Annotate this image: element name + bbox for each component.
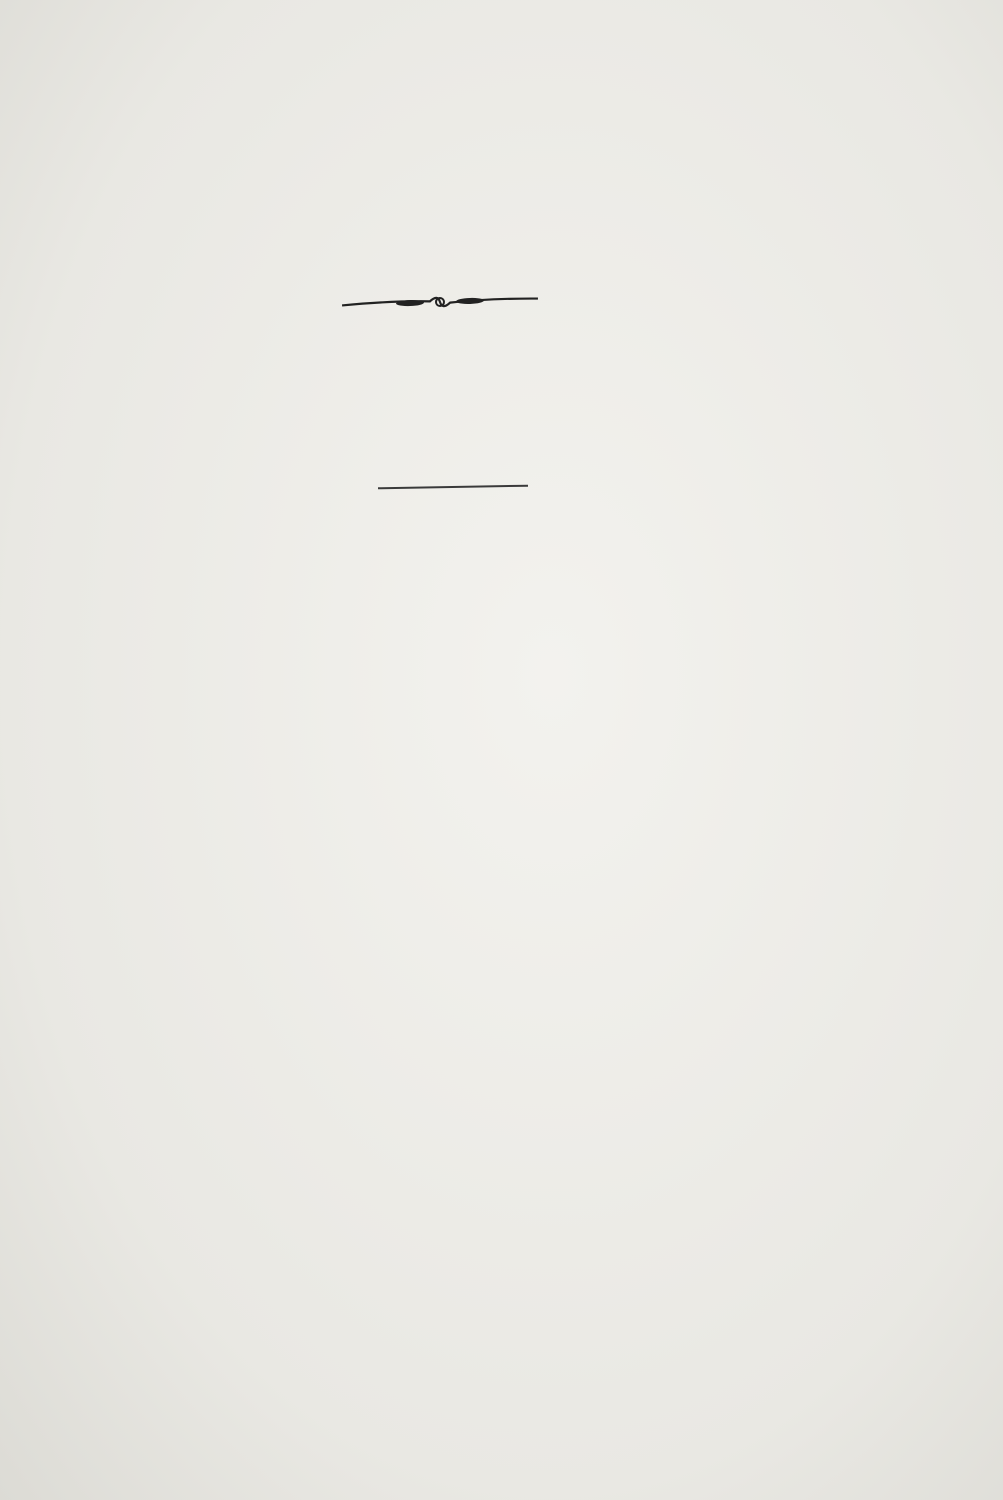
body-text [60,546,955,640]
heading-rule [378,485,528,490]
title-line-1 [160,105,593,128]
ornament-divider [340,287,541,318]
decorative-border [40,0,818,110]
title-line-2 [228,186,767,214]
